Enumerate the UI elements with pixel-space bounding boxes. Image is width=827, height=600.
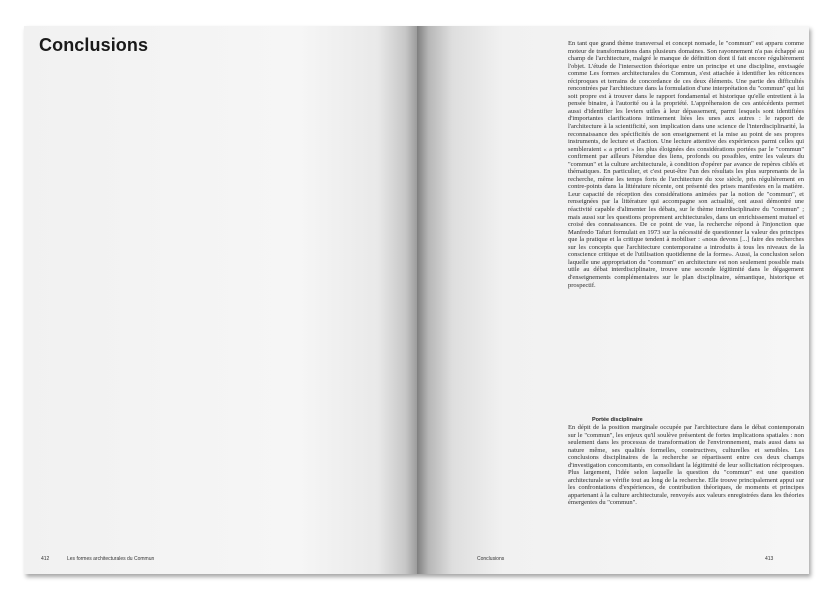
book-spread xyxy=(24,26,809,574)
right-page-number: 413 xyxy=(765,556,774,562)
body-text-section xyxy=(568,424,804,560)
right-page xyxy=(417,26,809,574)
paragraph: En tant que grand thème transversal et concept nomade, le "commun" est apparu comme moteur de transformations dans plusieurs domaines. Son rayonnement n'a pas échappé au champ de l'architecture, malgré le manque de définition dont il fait encore régulièrement l'objet. L'étude de l'intersection théorique entre un principe et une discipline, envisagée comme Les formes architecturales du Commun, s'est attachée à identifier les réticences réciproques et terrains de concordance de ces deux éléments. Une partie des difficultés rencontrées par l'architecture dans la formulation d'une interprétation du "commun" qui lui soit propre est à trouver dans le rapport fondamental et historique qu'elle entretient à la pensée binaire, à l'autorité ou à la propriété. L'appréhension de ces antécédents permet aussi d'identifier les leviers utiles à leur dépassement, parmi lesquels sont identifiées d'importantes clarifications intimement liées les unes aux autres : le rapport de l'architecture à la scientificité, son implication dans une science de l'interdisciplinarité, la reconnaissance des spécificités de son enseignement et la mise au point de ses propres instruments, de lecture et d'action. Une lecture attentive des expériences parmi celles qui sembleraient « a priori » les plus éloignées des considérations portées par le "commun" confirment par ailleurs l'étendue des liens, profonds ou possibles, entre les valeurs du "commun" et la culture architecturale, à condition d'opérer par avance de repères ciblés et thématiques. En particulier, et c'est peut-être l'un des résultats les plus surprenants de la recherche, même les temps forts de l'architecture du xxe siècle, pris régulièrement en contre-points dans la littérature récente, ont présenté des prises manifestes en la matière. Leur capacité de réception des considérations animées par la notion de "commun", et renseignées par la littérature qui accompagne son actualité, ont aussi démontré une réactivité capable d'alimenter les débats, sur le thème interdisciplinaire du "commun" ; mais aussi sur les questions proprement architecturales, dans un enrichissement mutuel et croisé des connaissances. De ce point de vue, la recherche répond à l'injonction que Manfredo Tafuri formulait en 1973 sur la nécessité de questionner la valeur des principes que la pratique et la critique tendent à mobiliser : «nous devons [...] faire des recherches sur les concepts que l'architecture contemporaine a introduits à tous les niveaux de la conscience critique et de l'utilisation quotidienne de la forme». Aussi, la conclusion selon laquelle une appropriation du "commun" en architecture est non seulement possible mais utile au débat interdisciplinaire, trouve une seconde légitimité dans le dégagement d'enseignements complémentaires sur le plan disciplinaire, sémantique, historique et prospectif. xyxy=(568,40,804,289)
body-text-main xyxy=(568,40,804,390)
left-page xyxy=(24,26,417,574)
left-page-number: 412 xyxy=(41,556,50,562)
section-subheading: Portée disciplinaire xyxy=(592,417,643,423)
paragraph: En dépit de la position marginale occupée par l'architecture dans le débat contemporain sur le "commun", les enjeux qu'il soulève présentent de fortes implications spatiales : non seulement dans les processus de transformation de l'environnement, mais aussi dans sa nature même, ses qualités formelles, constructives, culturelles et sensibles. Les conclusions disciplinaires de la recherche se répartissent entre ces deux champs d'investigation concomitants, en consolidant la légitimité de leur sollicitation réciproques. Plus largement, l'idée selon laquelle la question du "commun" est une question architecturale se vérifie tout au long de la recherche. Elle trouve principalement appui sur les confrontations d'expériences, de contribution théoriques, de moments et principes appartenant à la culture architecturale, renvoyés aux valeurs enregistrées dans les théories émergentes du "commun". xyxy=(568,424,804,507)
right-running-title: Conclusions xyxy=(477,556,505,562)
left-running-title: Les formes architecturales du Commun xyxy=(67,556,155,562)
chapter-title: Conclusions xyxy=(39,35,149,55)
